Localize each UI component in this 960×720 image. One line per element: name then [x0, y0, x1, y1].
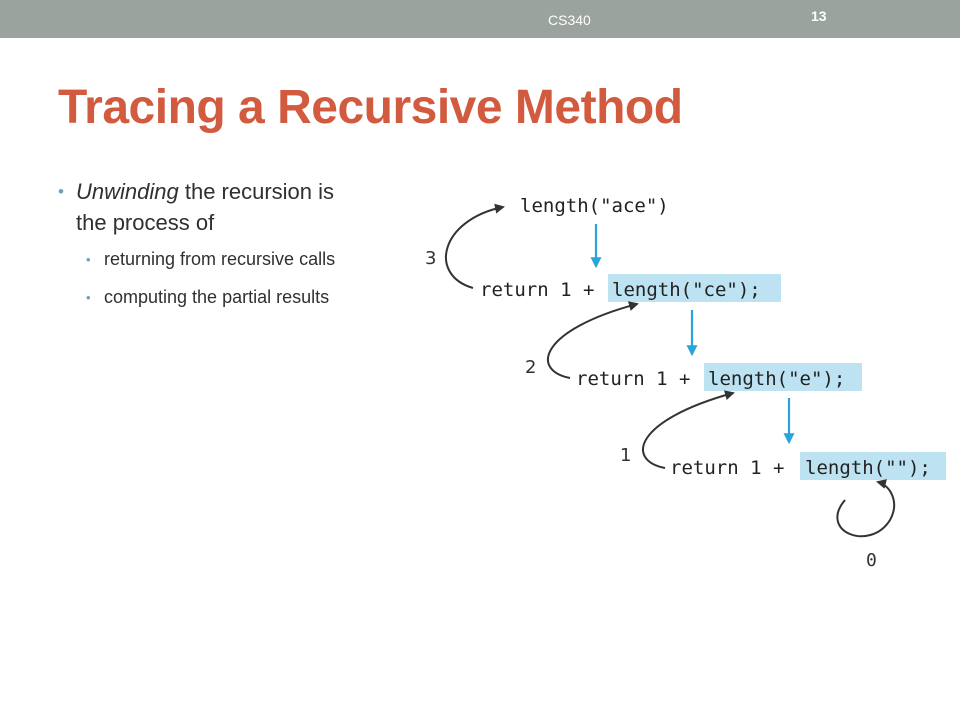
- recursive-call-text: length("");: [805, 457, 931, 479]
- return-code: return 1 +: [670, 457, 785, 479]
- return-value-label: 1: [620, 445, 632, 466]
- header-bar: [0, 0, 960, 38]
- return-code: return 1 +: [480, 279, 595, 301]
- return-value-label: 2: [525, 357, 537, 378]
- bullet-list: [58, 176, 398, 310]
- return-arrow: [446, 207, 503, 288]
- top-call-text: length("ace"): [520, 195, 669, 217]
- bullet-main-emphasis: Unwinding: [76, 179, 179, 204]
- sub-bullet: • computing the partial results: [86, 285, 404, 310]
- course-label: CS340: [548, 12, 591, 28]
- bullet-main-text: the recursion is the process of: [76, 179, 335, 235]
- sub-bullet: • returning from recursive calls: [86, 247, 404, 272]
- slide-number: 13: [811, 8, 827, 24]
- return-value-label: 3: [425, 248, 437, 269]
- recursive-call-text: length("e");: [708, 368, 846, 390]
- recursive-call-text: length("ce");: [612, 279, 761, 301]
- base-case-loop-arrow: [837, 482, 894, 536]
- recursion-trace-diagram: [400, 180, 960, 580]
- return-arrow: [548, 304, 637, 378]
- bullet-main: [58, 176, 346, 238]
- return-code: return 1 +: [576, 368, 691, 390]
- base-case-value: 0: [866, 550, 877, 571]
- slide-title: Tracing a Recursive Method: [58, 81, 683, 134]
